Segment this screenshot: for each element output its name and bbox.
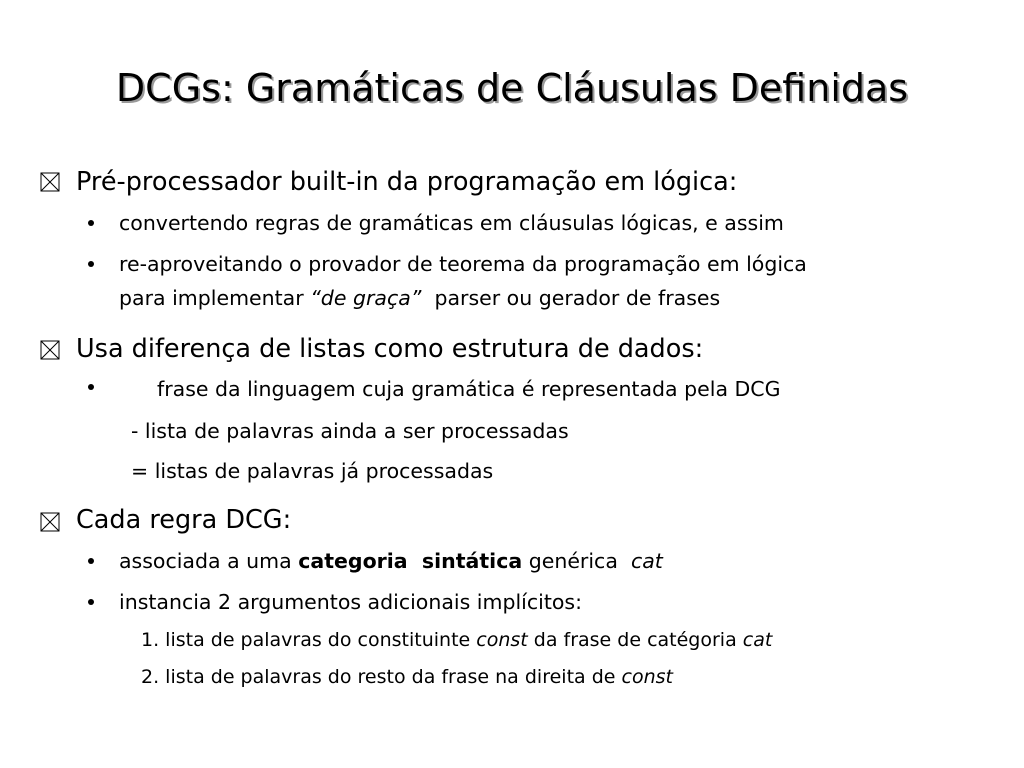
list-item xyxy=(119,547,663,575)
italic-text: “de graça” xyxy=(310,286,422,310)
sub-line: = listas de palavras já processadas xyxy=(131,459,494,483)
bold-text: categoria sintática xyxy=(298,549,523,573)
list-item: frase da linguagem cuja gramática é representada pela DCG xyxy=(157,377,781,401)
section-heading: Cada regra DCG: xyxy=(76,505,292,535)
text-span: 2. lista de palavras do resto da frase na direita de xyxy=(141,666,622,688)
italic-text: cat xyxy=(742,629,773,651)
list-item-continuation xyxy=(119,284,720,312)
slide-title: DCGs: Gramáticas de Cláusulas Definidas xyxy=(115,66,909,110)
crossed-box-icon xyxy=(40,340,60,360)
bullet-dot xyxy=(88,599,94,605)
sub-line: - lista de palavras ainda a ser processadas xyxy=(131,419,569,443)
crossed-box-icon xyxy=(40,512,60,532)
text-span: 1. lista de palavras do constituinte xyxy=(141,629,477,651)
list-item: convertendo regras de gramáticas em cláusulas lógicas, e assim xyxy=(119,211,784,235)
bullet-dot xyxy=(88,220,94,226)
italic-text: cat xyxy=(630,549,663,573)
numbered-item xyxy=(141,627,772,653)
text-span: parser ou gerador de frases xyxy=(421,286,721,310)
text-span: da frase de catégoria xyxy=(527,629,743,651)
section-heading: Usa diferença de listas como estrutura de dados: xyxy=(76,334,704,364)
section-heading: Pré-processador built-in da programação em lógica: xyxy=(76,167,738,197)
list-item: re-aproveitando o provador de teorema da programação em lógica xyxy=(119,252,807,276)
text-span: genérica xyxy=(522,549,631,573)
italic-text: const xyxy=(476,629,528,651)
bullet-dot xyxy=(88,261,94,267)
list-item: instancia 2 argumentos adicionais implícitos: xyxy=(119,590,582,614)
crossed-box-icon xyxy=(40,172,60,192)
text-span: associada a uma xyxy=(119,549,299,573)
numbered-item xyxy=(141,664,673,690)
text-span: para implementar xyxy=(119,286,311,310)
bullet-dot xyxy=(88,384,94,390)
bullet-dot xyxy=(88,558,94,564)
italic-text: const xyxy=(621,666,673,688)
